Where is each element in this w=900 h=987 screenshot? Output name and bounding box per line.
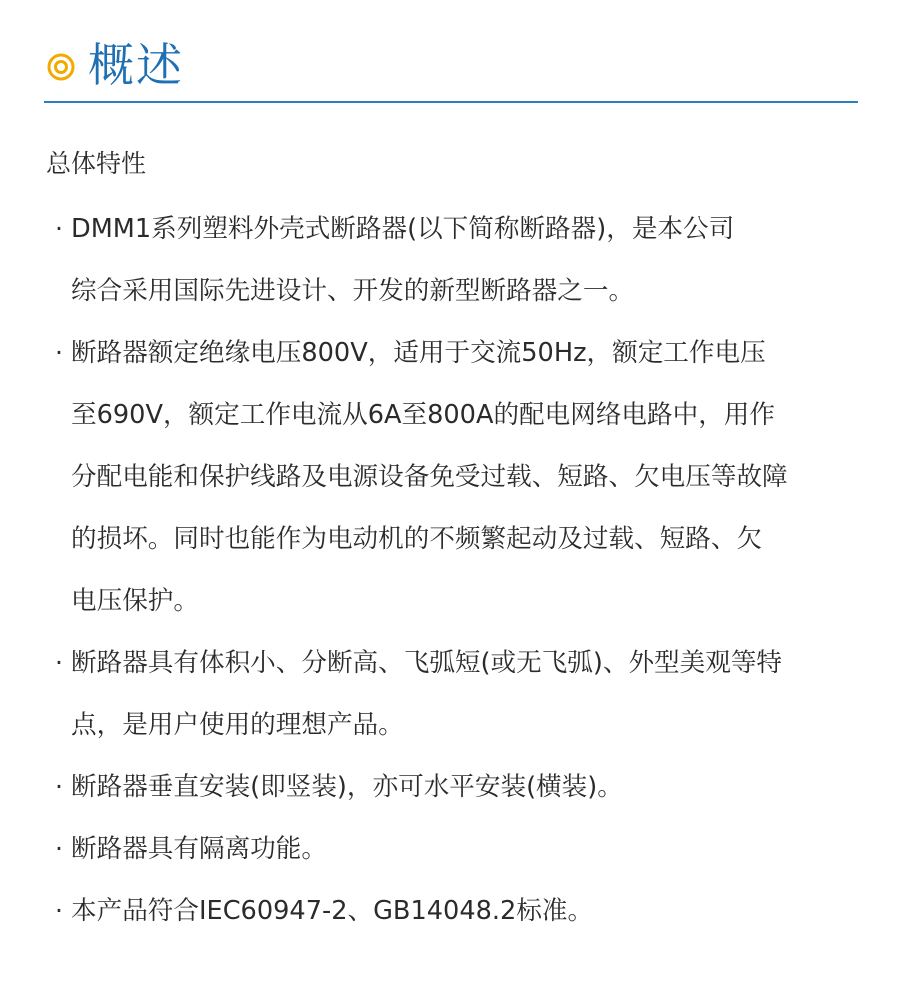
list-item	[46, 818, 858, 880]
list-item-line: 电压保护。	[71, 586, 199, 616]
double-circle-icon	[46, 52, 76, 82]
list-item	[46, 880, 858, 942]
feature-list	[46, 198, 858, 942]
section-label: 总体特性	[46, 149, 147, 178]
list-item-line: 断路器具有体积小、分断高、飞弧短(或无飞弧)、外型美观等特	[71, 648, 783, 678]
list-item-line: 本产品符合IEC60947-2、GB14048.2标准。	[71, 896, 594, 926]
bullet: ·	[55, 772, 63, 801]
bullet: ·	[55, 896, 63, 925]
list-item-line: DMM1系列塑料外壳式断路器(以下简称断路器)，是本公司	[71, 214, 735, 244]
list-item-line: 点，是用户使用的理想产品。	[71, 710, 404, 740]
list-item	[46, 322, 858, 632]
page-title: 概述	[88, 38, 184, 92]
title-divider	[44, 101, 858, 103]
list-item-line: 综合采用国际先进设计、开发的新型断路器之一。	[71, 276, 635, 306]
bullet: ·	[55, 338, 63, 367]
section-header	[44, 30, 858, 102]
list-item-line: 断路器垂直安装(即竖装)，亦可水平安装(横装)。	[71, 772, 623, 802]
list-item-line: 的损坏。同时也能作为电动机的不频繁起动及过载、短路、欠	[71, 524, 763, 554]
list-item-line: 分配电能和保护线路及电源设备免受过载、短路、欠电压等故障	[71, 462, 788, 492]
bullet: ·	[55, 834, 63, 863]
list-item-line: 断路器具有隔离功能。	[71, 834, 327, 864]
list-item-line: 断路器额定绝缘电压800V，适用于交流50Hz，额定工作电压	[71, 338, 766, 368]
list-item	[46, 632, 858, 756]
list-item	[46, 756, 858, 818]
list-item	[46, 198, 858, 322]
bullet: ·	[55, 648, 63, 677]
list-item-line: 至690V，额定工作电流从6A至800A的配电网络电路中，用作	[71, 400, 775, 430]
bullet: ·	[55, 214, 63, 243]
